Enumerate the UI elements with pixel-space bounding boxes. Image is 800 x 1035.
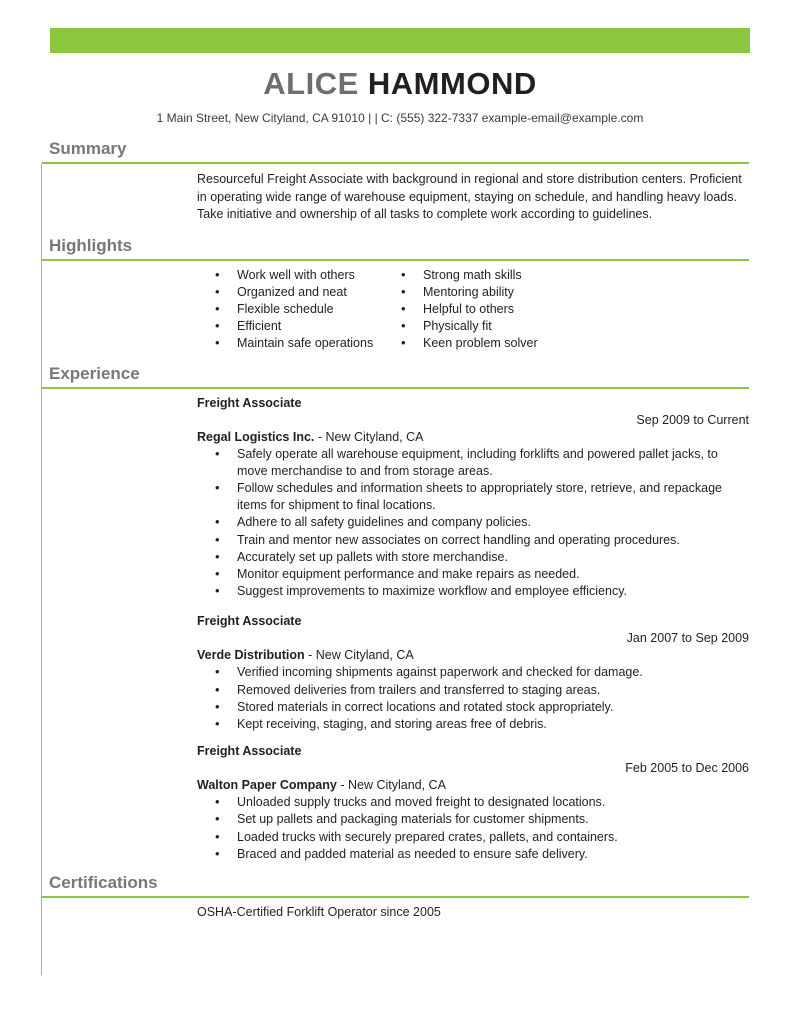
highlight-item: • Strong math skills [383, 267, 538, 284]
job-company-line [197, 647, 749, 664]
job-bullet: • Suggest improvements to maximize workflow and employee efficiency. [197, 583, 749, 600]
job-bullet: • Braced and padded material as needed to ensure safe delivery. [197, 846, 749, 863]
experience-heading: Experience [42, 363, 749, 389]
highlight-item: • Helpful to others [383, 301, 538, 318]
resume-body [42, 138, 749, 921]
highlight-item: • Work well with others [197, 267, 383, 284]
job-title: Freight Associate [197, 395, 302, 410]
highlight-item: • Maintain safe operations [197, 335, 383, 352]
highlights-columns [197, 267, 749, 353]
job-bullet: • Accurately set up pallets with store merchandise. [197, 549, 749, 566]
job-bullet: • Follow schedules and information sheets to appropriately store, retrieve, and repackage items for shipment to final locations. [197, 480, 749, 514]
job-bullet: • Unloaded supply trucks and moved freight to designated locations. [197, 794, 749, 811]
candidate-name [0, 66, 800, 102]
job-location: - New Cityland, CA [317, 429, 424, 444]
job-bullet-list [197, 794, 749, 863]
job-bullet-list [197, 446, 749, 601]
job-bullet-list [197, 664, 749, 733]
highlight-item: • Organized and neat [197, 284, 383, 301]
highlight-item: • Efficient [197, 318, 383, 335]
highlight-item: • Keen problem solver [383, 335, 538, 352]
contact-line: 1 Main Street, New Cityland, CA 91010 | | C: (555) 322-7337 example-email@example.com [156, 111, 644, 125]
summary-heading: Summary [42, 138, 749, 164]
experience-job-2 [197, 613, 749, 733]
job-company: Verde Distribution [197, 648, 305, 663]
job-dates: Feb 2005 to Dec 2006 [625, 761, 749, 776]
job-title: Freight Associate [197, 744, 302, 759]
job-bullet: • Verified incoming shipments against paperwork and checked for damage. [197, 664, 749, 681]
job-location: - New Cityland, CA [340, 778, 446, 793]
highlights-heading: Highlights [42, 235, 749, 261]
job-title: Freight Associate [197, 614, 302, 629]
highlight-item: • Flexible schedule [197, 301, 383, 318]
experience-job-1 [197, 395, 749, 601]
candidate-first-name: ALICE [263, 66, 359, 101]
candidate-last-name: HAMMOND [367, 66, 537, 101]
job-location: - New Cityland, CA [308, 648, 414, 663]
job-bullet: • Monitor equipment performance and make repairs as needed. [197, 566, 749, 583]
highlights-column-2 [383, 267, 538, 353]
job-dates: Sep 2009 to Current [636, 412, 749, 427]
job-bullet: • Safely operate all warehouse equipment, including forklifts and powered pallet jacks, to move merchandise to and from storage areas. [197, 446, 749, 480]
job-company: Regal Logistics Inc. [197, 429, 315, 444]
job-company-line [197, 429, 749, 446]
highlight-item: • Mentoring ability [383, 284, 538, 301]
highlights-column-1 [197, 267, 383, 353]
job-bullet: • Adhere to all safety guidelines and company policies. [197, 514, 749, 531]
highlight-item: • Physically fit [383, 318, 538, 335]
job-bullet: • Kept receiving, staging, and storing areas free of debris. [197, 716, 749, 733]
certification-item: OSHA-Certified Forklift Operator since 2005 [197, 904, 441, 919]
job-company-line [197, 777, 749, 794]
job-bullet: • Removed deliveries from trailers and transferred to staging areas. [197, 682, 749, 699]
job-bullet: • Loaded trucks with securely prepared crates, pallets, and containers. [197, 829, 749, 846]
job-dates: Jan 2007 to Sep 2009 [626, 631, 749, 646]
job-bullet: • Stored materials in correct locations and rotated stock appropriately. [197, 699, 749, 716]
experience-job-3 [197, 743, 749, 863]
job-bullet: • Train and mentor new associates on correct handling and operating procedures. [197, 532, 749, 549]
header-accent-bar [50, 28, 750, 53]
job-bullet: • Set up pallets and packaging materials for customer shipments. [197, 811, 749, 828]
summary-paragraph: Resourceful Freight Associate with background in regional and store distribution centers. Proficient in operating wide range of warehouse equipment, staying on schedule, and handling heavy loads. Take initiative and ownership of all tasks to complete work according to guidelines. [197, 172, 742, 221]
job-company: Walton Paper Company [197, 778, 337, 793]
certifications-heading: Certifications [42, 872, 749, 898]
